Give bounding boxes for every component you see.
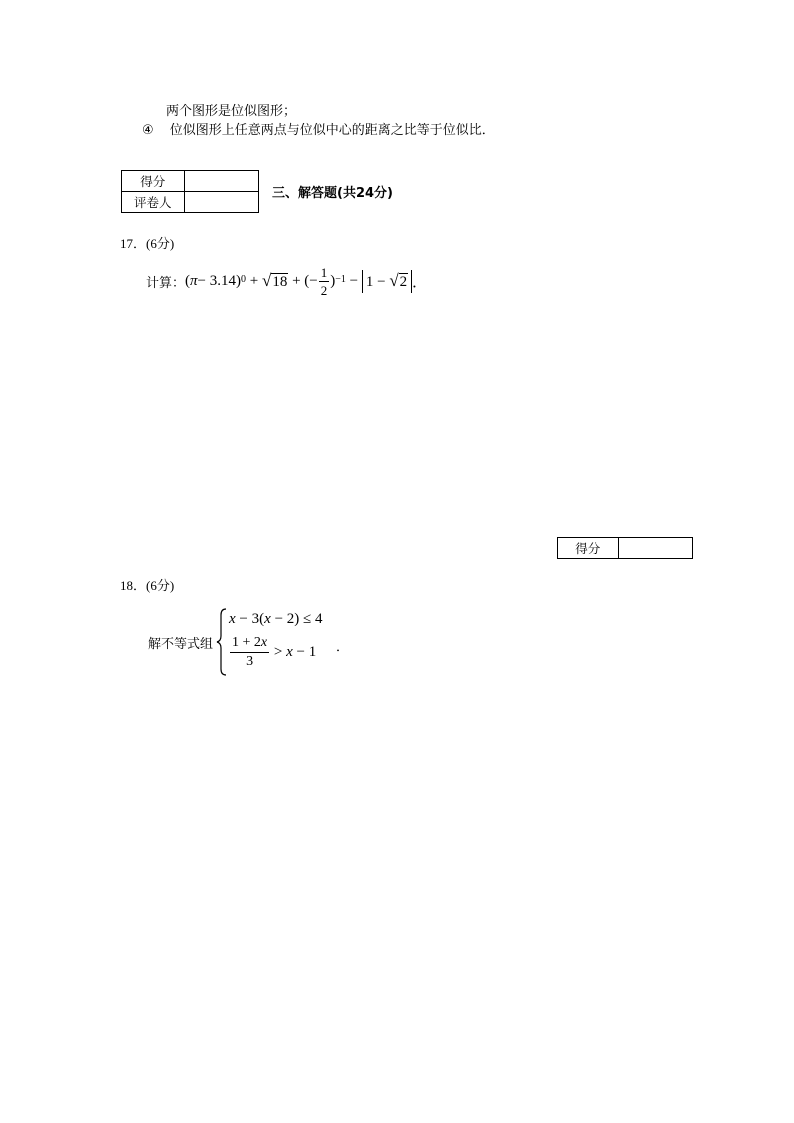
- list-item-4-text: 位似图形上任意两点与位似中心的距离之比等于位似比．: [169, 123, 495, 138]
- numerator: [230, 636, 269, 653]
- q17-expression: [146, 264, 427, 298]
- list-marker: ④: [142, 123, 154, 138]
- math-term: − 1: [292, 644, 317, 660]
- math-lparen: (: [185, 272, 191, 289]
- score-cell[interactable]: [618, 538, 692, 559]
- math-sqrt-18: √18: [261, 271, 288, 290]
- score-table-top: [121, 170, 259, 213]
- var-x: x: [264, 611, 271, 627]
- math-sqrt-2: √2: [389, 270, 408, 290]
- q18-period: ．: [336, 640, 350, 655]
- q17-math: [185, 266, 427, 297]
- var-x: x: [286, 644, 293, 660]
- abs-term: 1 −: [365, 273, 390, 290]
- math-fraction-half: [319, 266, 330, 297]
- math-period: ．: [412, 274, 428, 291]
- numerator: 1: [320, 264, 328, 280]
- list-item-4: [142, 119, 495, 138]
- math-minus: −: [345, 272, 362, 289]
- radicand: 2: [399, 273, 408, 290]
- grader-label: 评卷人: [122, 192, 185, 213]
- math-gt: >: [270, 644, 287, 660]
- score-label: 得分: [558, 538, 619, 559]
- math-term: − 3(: [235, 611, 265, 627]
- math-term: − 2) ≤ 4: [270, 611, 323, 627]
- q17-prompt: 计算：: [146, 275, 186, 291]
- math-exponent-zero: 0: [241, 273, 246, 285]
- section-heading: 三、解答题(共24分): [272, 186, 393, 201]
- score-table-mid: [557, 537, 693, 559]
- denominator: 2: [320, 282, 328, 298]
- grader-cell[interactable]: [184, 192, 258, 213]
- q17-number: 17．(6分): [120, 236, 175, 251]
- math-absolute-value: [362, 270, 412, 293]
- math-plus-neg: + (−: [288, 272, 318, 289]
- fraction-1-plus-2x-over-3: [230, 636, 269, 669]
- system-brace: [216, 607, 228, 677]
- math-exponent-neg-one: −1: [335, 273, 346, 285]
- q18-prompt: 解不等式组: [148, 637, 214, 652]
- math-pi: π: [190, 272, 198, 289]
- math-term: − 3.14): [197, 272, 241, 289]
- num-term: 1 + 2: [232, 635, 261, 650]
- var-x: x: [260, 635, 268, 650]
- inequality-1: [229, 611, 323, 628]
- score-cell[interactable]: [184, 171, 258, 192]
- math-rparen: ): [330, 272, 336, 289]
- denominator: 3: [246, 654, 254, 669]
- math-plus: +: [246, 272, 262, 289]
- q18-number: 18．(6分): [120, 578, 175, 593]
- radicand: 18: [272, 274, 288, 290]
- inequality-2: [229, 636, 316, 669]
- list-item-3-continuation: 两个图形是位似图形；: [166, 104, 297, 119]
- score-label: 得分: [122, 171, 185, 192]
- var-x: x: [229, 611, 236, 627]
